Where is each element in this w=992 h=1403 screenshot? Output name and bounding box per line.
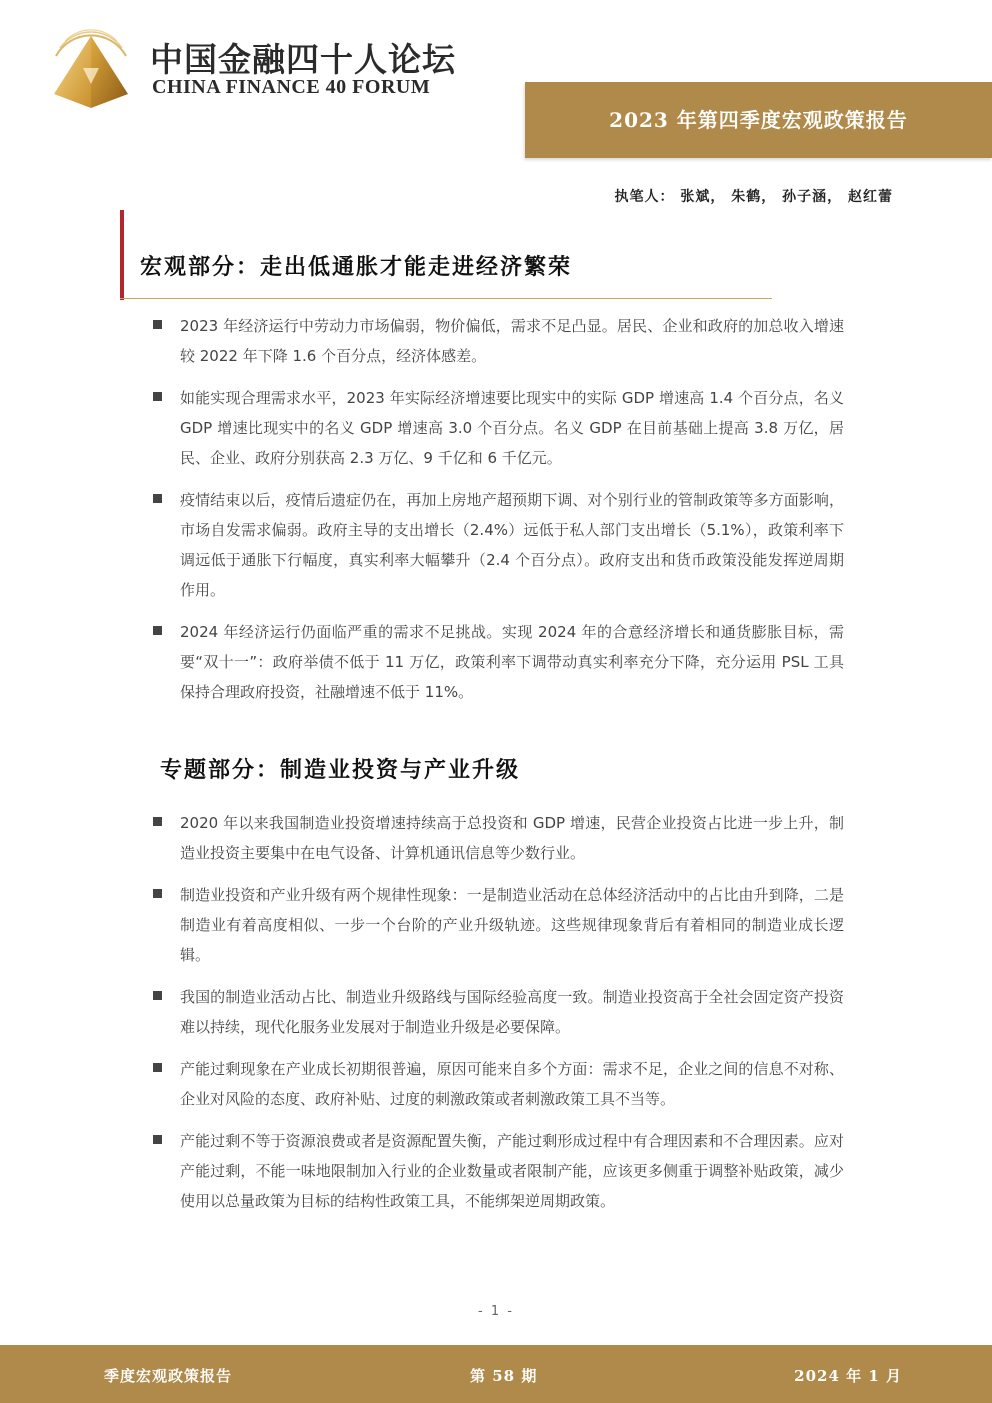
- section1-bullet-list: [148, 311, 844, 719]
- authors-line: 执笔人： 张斌， 朱鹤， 孙子涵， 赵红蕾: [614, 189, 893, 205]
- bullet-square-icon: [153, 1135, 162, 1144]
- bullet-square-icon: [153, 626, 162, 635]
- org-name-en: CHINA FINANCE 40 FORUM: [152, 76, 431, 98]
- bullet-text: 我国的制造业活动占比、制造业升级路线与国际经验高度一致。制造业投资高于全社会固定资产投资难以持续，现代化服务业发展对于制造业升级是必要保障。: [180, 988, 844, 1036]
- bullet-text: 疫情结束以后，疫情后遗症仍在，再加上房地产超预期下调、对个别行业的管制政策等多方面影响，市场自发需求偏弱。政府主导的支出增长（2.4%）远低于私人部门支出增长（5.1%），政策利率下调远低于通胀下行幅度，真实利率大幅攀升（2.4 个百分点）。政府支出和货币政策没能发挥逆周期作用。: [180, 491, 844, 599]
- report-title: 2023 年第四季度宏观政策报告: [609, 108, 908, 132]
- pyramid-logo-icon: [50, 22, 132, 110]
- list-item: [148, 383, 844, 473]
- bullet-square-icon: [153, 1063, 162, 1072]
- footer-issue: 第 58 期: [470, 1367, 538, 1385]
- section1-title: 宏观部分：走出低通胀才能走进经济繁荣: [140, 254, 573, 280]
- bullet-text: 产能过剩现象在产业成长初期很普遍，原因可能来自多个方面：需求不足，企业之间的信息不对称、企业对风险的态度、政府补贴、过度的刺激政策或者刺激政策工具不当等。: [180, 1060, 844, 1108]
- bullet-square-icon: [153, 817, 162, 826]
- footer-date: 2024 年 1 月: [794, 1367, 902, 1385]
- bullet-text: 2024 年经济运行仍面临严重的需求不足挑战。实现 2024 年的合意经济增长和通货膨胀目标，需要“双十一”：政府举债不低于 11 万亿，政策利率下调带动真实利率充分下降，充分运用 PSL 工具保持合理政府投资，社融增速不低于 11%。: [180, 623, 844, 701]
- bullet-square-icon: [153, 392, 162, 401]
- list-item: [148, 617, 844, 707]
- bullet-square-icon: [153, 991, 162, 1000]
- list-item: [148, 808, 844, 868]
- list-item: [148, 982, 844, 1042]
- bullet-text: 制造业投资和产业升级有两个规律性现象：一是制造业活动在总体经济活动中的占比由升到降，二是制造业有着高度相似、一步一个台阶的产业升级轨迹。这些规律现象背后有着相同的制造业成长逻辑。: [180, 886, 844, 964]
- section2-title: 专题部分：制造业投资与产业升级: [160, 757, 521, 783]
- org-name-cn: 中国金融四十人论坛: [150, 40, 456, 79]
- section1-header: [120, 210, 772, 298]
- bullet-text: 产能过剩不等于资源浪费或者是资源配置失衡，产能过剩形成过程中有合理因素和不合理因素。应对产能过剩，不能一味地限制加入行业的企业数量或者限制产能，应该更多侧重于调整补贴政策，减少使用以总量政策为目标的结构性政策工具，不能绑架逆周期政策。: [180, 1132, 844, 1210]
- section-accent-bar: [120, 210, 124, 300]
- section-divider: [120, 298, 772, 299]
- bullet-square-icon: [153, 889, 162, 898]
- section2-bullet-list: [148, 808, 844, 1228]
- list-item: [148, 311, 844, 371]
- footer-report-name: 季度宏观政策报告: [104, 1367, 233, 1385]
- page-number: - 1 -: [478, 1304, 514, 1319]
- bullet-text: 2023 年经济运行中劳动力市场偏弱，物价偏低，需求不足凸显。居民、企业和政府的加总收入增速较 2022 年下降 1.6 个百分点，经济体感差。: [180, 317, 844, 365]
- list-item: [148, 1054, 844, 1114]
- page-footer: [0, 1345, 992, 1403]
- list-item: [148, 880, 844, 970]
- bullet-text: 如能实现合理需求水平，2023 年实际经济增速要比现实中的实际 GDP 增速高 1.4 个百分点，名义 GDP 增速比现实中的名义 GDP 增速高 3.0 个百分点。名义 GDP 在目前基础上提高 3.8 万亿，居民、企业、政府分别获高 2.3 万亿、9 千亿和 6 千亿元。: [180, 389, 844, 467]
- list-item: [148, 485, 844, 605]
- list-item: [148, 1126, 844, 1216]
- bullet-square-icon: [153, 320, 162, 329]
- bullet-square-icon: [153, 494, 162, 503]
- report-title-band: [525, 82, 992, 158]
- header-logo: [50, 20, 470, 115]
- bullet-text: 2020 年以来我国制造业投资增速持续高于总投资和 GDP 增速，民营企业投资占比进一步上升，制造业投资主要集中在电气设备、计算机通讯信息等少数行业。: [180, 814, 844, 862]
